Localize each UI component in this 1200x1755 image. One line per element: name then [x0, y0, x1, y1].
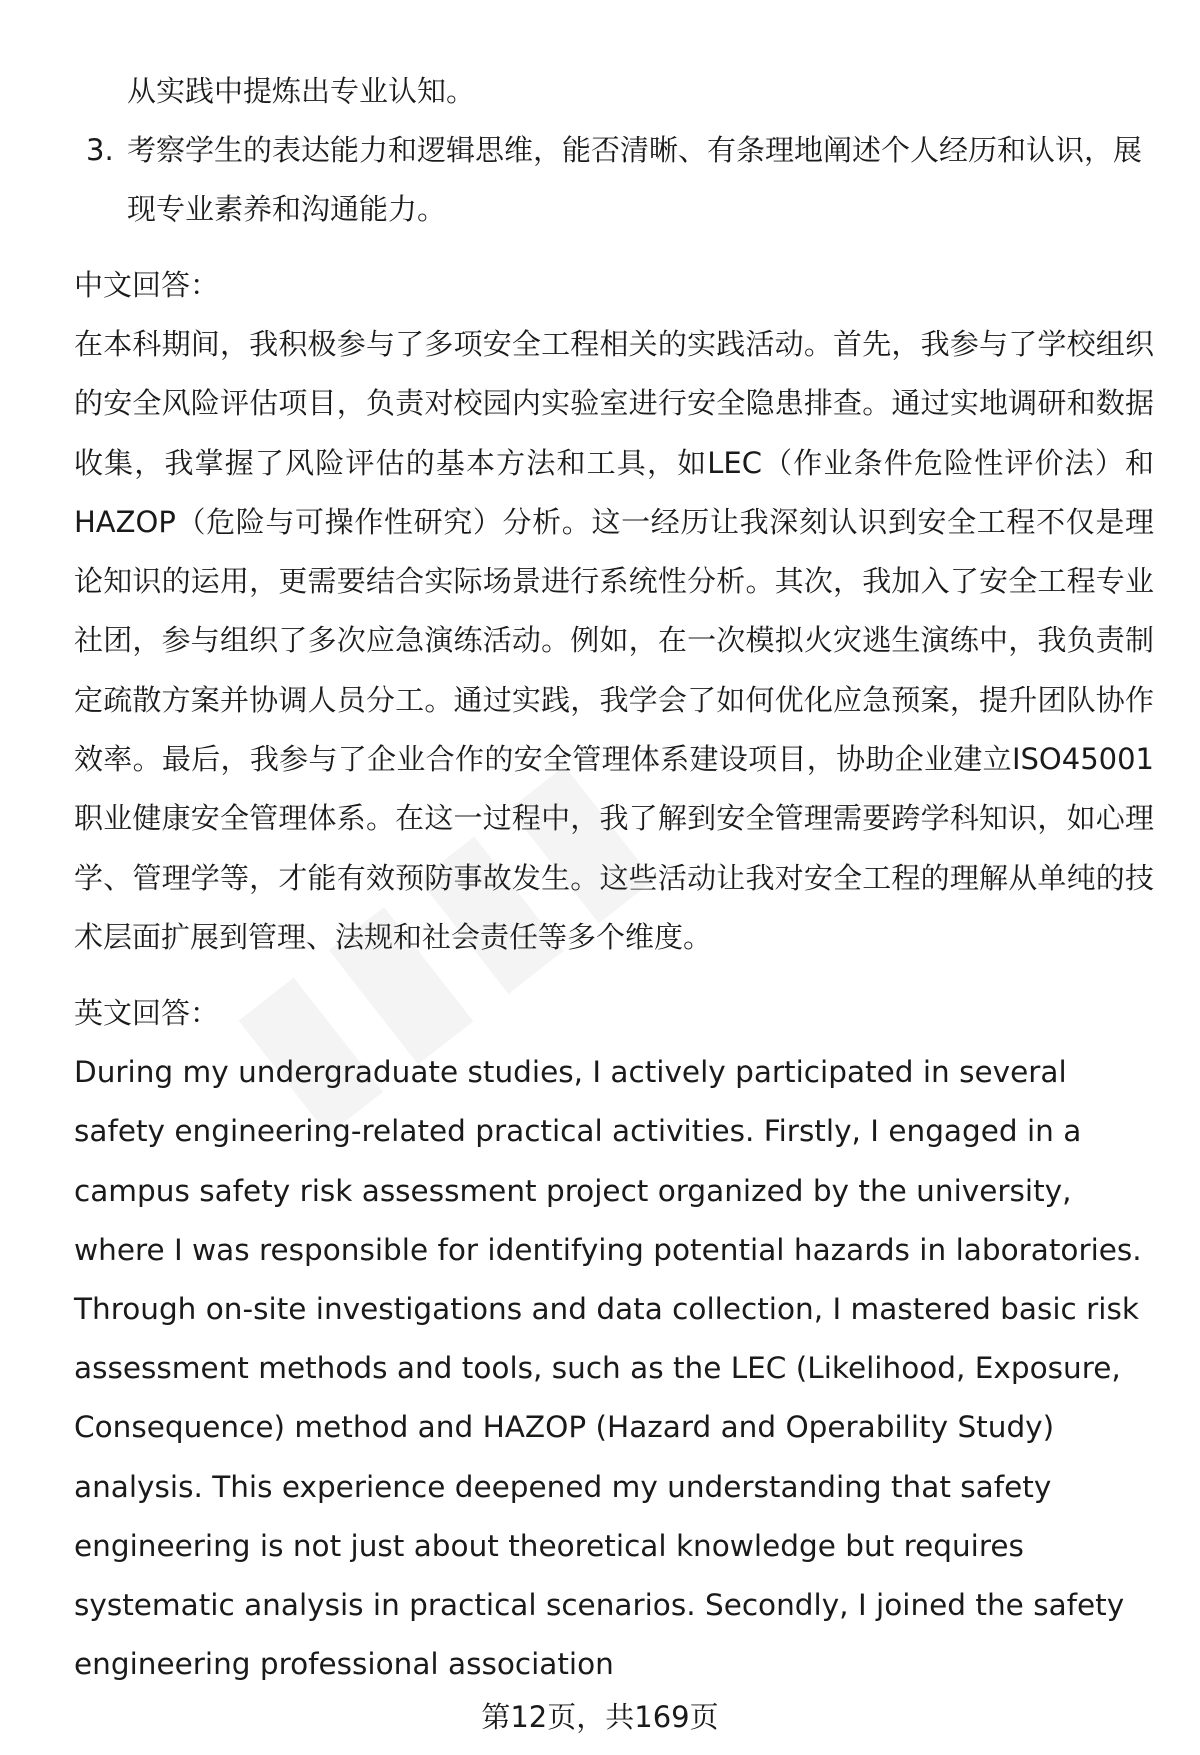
list-item-text: 考察学生的表达能力和逻辑思维，能否清晰、有条理地阐述个人经历和认识，展现专业素养和沟通能力。: [127, 133, 1143, 226]
english-answer-heading: 英文回答：: [74, 996, 220, 1031]
continued-list-text: 从实践中提炼出专业认知。: [127, 74, 476, 108]
list-item-number: 3.: [86, 133, 114, 167]
page-content: [74, 62, 1154, 1695]
english-answer-body: During my undergraduate studies, I actively participated in several safety engineering-related practical activities. Firstly, I engaged in a campus safety risk assessment project organized by the university, where I was responsible for identifying potential hazards in laboratories. Through on-site investigations and data collection, I mastered basic risk assessment methods and tools, such as the LEC (Likelihood, Exposure, Consequence) method and HAZOP (Hazard and Operability Study) analysis. This experience deepened my understanding that safety engineering is not just about theoretical knowledge but requires systematic analysis in practical scenarios. Secondly, I joined the safety engineering professional association: [74, 1055, 1142, 1682]
page-number-footer: 第12页，共169页: [481, 1700, 719, 1734]
chinese-answer-heading: 中文回答：: [74, 268, 220, 302]
chinese-answer-body: 在本科期间，我积极参与了多项安全工程相关的实践活动。首先，我参与了学校组织的安全风险评估项目，负责对校园内实验室进行安全隐患排查。通过实地调研和数据收集，我掌握了风险评估的基本方法和工具，如LEC（作业条件危险性评价法）和HAZOP（危险与可操作性研究）分析。这一经历让我深刻认识到安全工程不仅是理论知识的运用，更需要结合实际场景进行系统性分析。其次，我加入了安全工程专业社团，参与组织了多次应急演练活动。例如，在一次模拟火灾逃生演练中，我负责制定疏散方案并协调人员分工。通过实践，我学会了如何优化应急预案，提升团队协作效率。最后，我参与了企业合作的安全管理体系建设项目，协助企业建立ISO45001职业健康安全管理体系。在这一过程中，我了解到安全管理需要跨学科知识，如心理学、管理学等，才能有效预防事故发生。这些活动让我对安全工程的理解从单纯的技术层面扩展到管理、法规和社会责任等多个维度。: [74, 327, 1154, 954]
list-item: [74, 121, 1154, 239]
